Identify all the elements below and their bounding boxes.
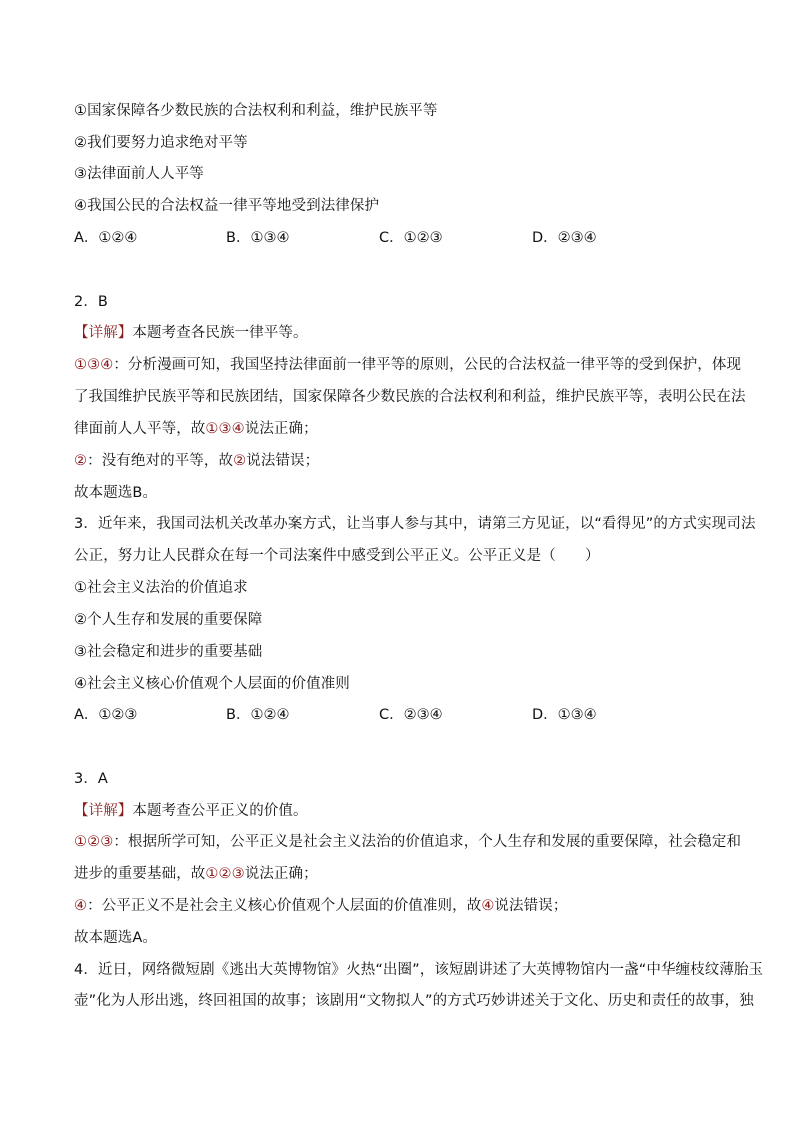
a3-wrong-marks-inline: ④ (481, 898, 495, 914)
a3-conclusion: 故本题选A。 (74, 930, 158, 946)
a3-correct-marks: ①②③ (74, 834, 114, 850)
q3-statement-2: ②个人生存和发展的重要保障 (74, 612, 263, 628)
a3-correct-marks-inline: ①②③ (205, 866, 245, 882)
q3-stem-line-1: 3．近年来，我国司法机关改革办案方式，让当事人参与其中，请第三方见证，以“看得见”的方式实现司法 (74, 516, 756, 532)
a2-conclusion: 故本题选B。 (74, 485, 158, 501)
a3-correct-text-1: ：根据所学可知，公平正义是社会主义法治的价值追求，个人生存和发展的重要保障，社会稳定和 (113, 834, 742, 850)
a3-correct-verdict: 说法正确； (244, 866, 318, 882)
q1-statement-4: ④我国公民的合法权益一律平等地受到法律保护 (74, 198, 380, 214)
q1-option-a: A．①②④ (74, 230, 138, 246)
a2-detail (74, 323, 734, 343)
a3-wrong-text: ：公平正义不是社会主义核心价值观个人层面的价值准则，故 (87, 898, 482, 914)
q1-statement-1: ①国家保障各少数民族的合法权利和利益，维护民族平等 (74, 103, 438, 119)
a2-correct-text-3: 律面前人人平等，故 (74, 421, 206, 437)
a3-detail-label: 【详解】 (74, 803, 133, 819)
a2-wrong-line (74, 451, 734, 471)
q3-statement-3: ③社会稳定和进步的重要基础 (74, 644, 263, 660)
q3-statement-4: ④社会主义核心价值观个人层面的价值准则 (74, 676, 350, 692)
a2-detail-text: 本题考查各民族一律平等。 (132, 325, 308, 341)
a2-correct-line-1 (74, 355, 742, 375)
a2-correct-marks: ①③④ (74, 357, 114, 373)
q1-option-b: B．①③④ (226, 230, 290, 246)
a3-wrong-verdict: 说法错误； (494, 898, 568, 914)
a2-answer: 2．B (74, 294, 108, 310)
q4-stem-line-2: 壶”化为人形出逃，终回祖国的故事；该剧用“文物拟人”的方式巧妙讲述关于文化、历史和责任的故事，独 (74, 993, 754, 1009)
q1-option-c: C．①②③ (379, 230, 443, 246)
a3-answer: 3．A (74, 771, 108, 787)
q3-option-d: D．①③④ (532, 707, 597, 723)
a2-detail-label: 【详解】 (74, 325, 133, 341)
a2-wrong-text: ：没有绝对的平等，故 (87, 453, 234, 469)
q3-option-b: B．①②④ (226, 707, 290, 723)
a3-detail (74, 801, 734, 821)
a3-correct-line-2 (74, 864, 734, 884)
q1-option-d: D．②③④ (532, 230, 597, 246)
q1-statement-3: ③法律面前人人平等 (74, 166, 204, 182)
a3-correct-text-2: 进步的重要基础，故 (74, 866, 206, 882)
q3-option-c: C．②③④ (379, 707, 443, 723)
a3-correct-line-1 (74, 832, 742, 852)
a3-wrong-line (74, 896, 734, 916)
q4-stem-line-1: 4．近日，网络微短剧《逃出大英博物馆》火热“出圈”，该短剧讲述了大英博物馆内一盏“中华缠枝纹薄胎玉 (74, 962, 764, 978)
a3-detail-text: 本题考查公平正义的价值。 (132, 803, 308, 819)
a2-wrong-verdict: 说法错误； (246, 453, 320, 469)
a2-correct-line-2: 了我国维护民族平等和民族团结，国家保障各少数民族的合法权利和利益，维护民族平等，表明公民在法 (74, 389, 746, 405)
a3-wrong-marks: ④ (74, 898, 88, 914)
a2-correct-line-3 (74, 419, 734, 439)
a2-wrong-marks-inline: ② (233, 453, 247, 469)
q1-statement-2: ②我们要努力追求绝对平等 (74, 135, 248, 151)
a2-wrong-marks: ② (74, 453, 88, 469)
a2-correct-verdict: 说法正确； (244, 421, 318, 437)
q3-stem-line-2: 公正，努力让人民群众在每一个司法案件中感受到公平正义。公平正义是（ ） (74, 548, 600, 564)
a2-correct-marks-inline: ①③④ (205, 421, 245, 437)
q3-statement-1: ①社会主义法治的价值追求 (74, 580, 248, 596)
q3-option-a: A．①②③ (74, 707, 138, 723)
a2-correct-text-1: ：分析漫画可知，我国坚持法律面前一律平等的原则，公民的合法权益一律平等的受到保护，体现 (113, 357, 742, 373)
